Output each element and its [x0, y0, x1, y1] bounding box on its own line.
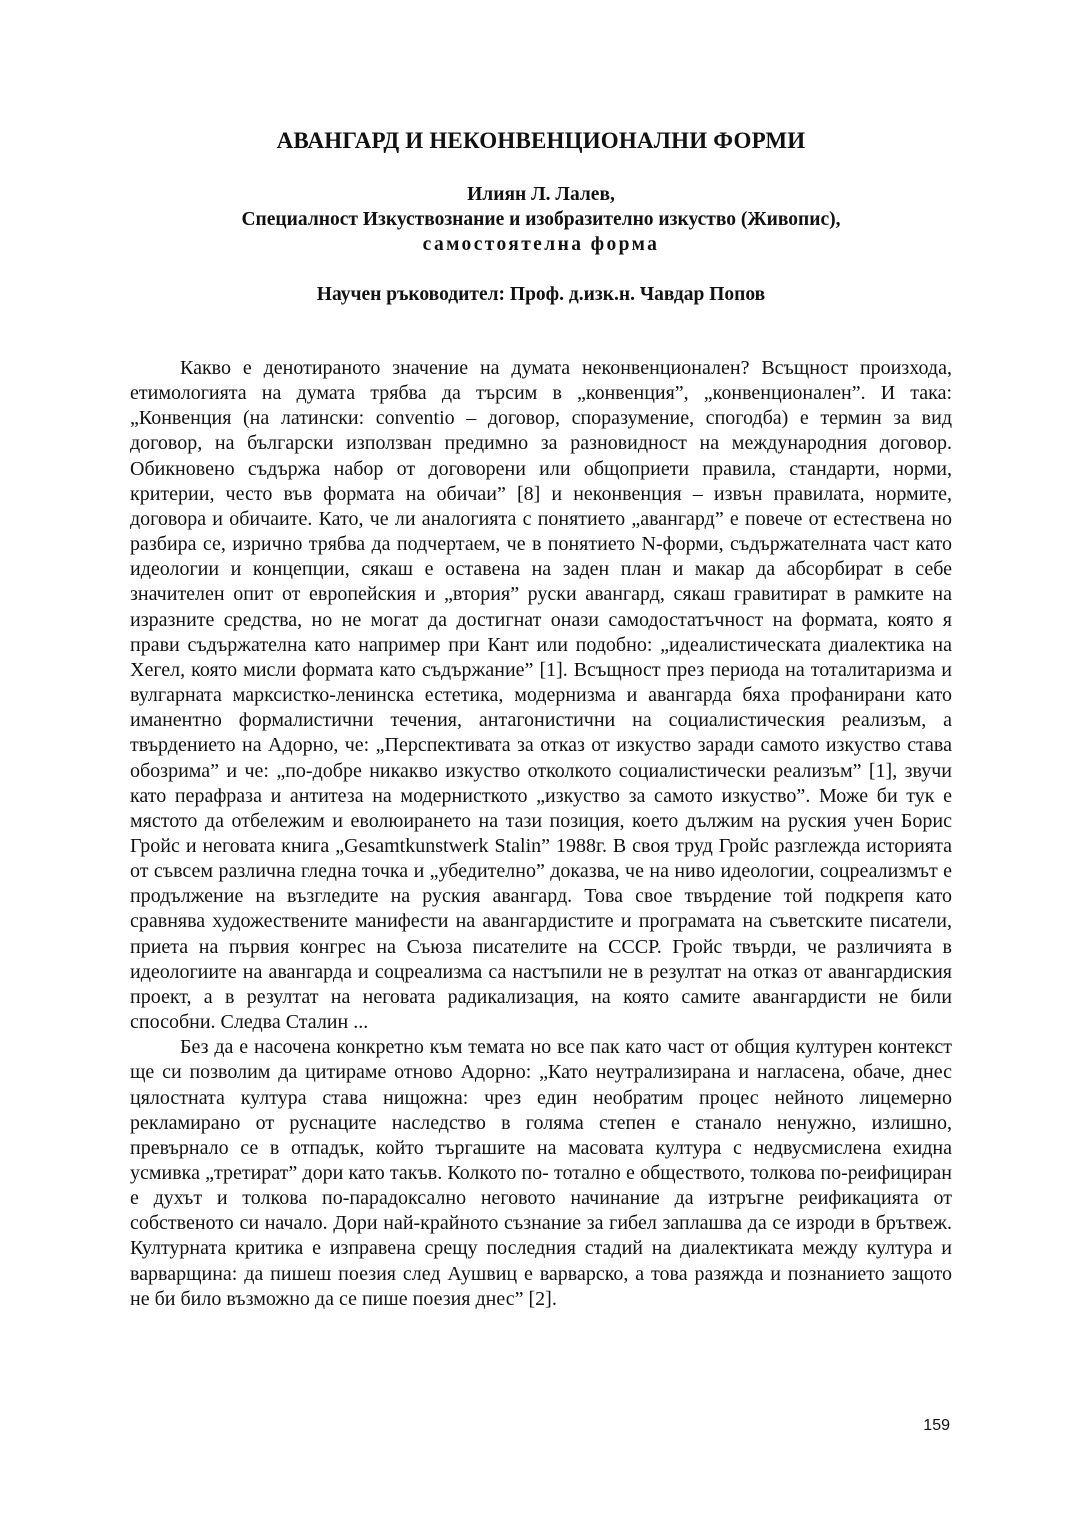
author-block — [130, 182, 952, 257]
body-text — [130, 356, 952, 1312]
paragraph-2: Без да е насочена конкретно към темата но все пак като част от общия културен контекст ще си позволим да цитираме отново Адорно: „Като неутрализирана и нагласена, обаче, днес цялостната култура става нищожна: чрез един необратим процес нейното лицемерно рекламирано от руснаците наследство в голяма степен е станало ненужно, излишно, превърнало се в отпадък, който търгашите на масовата култура с недвусмислена ехидна усмивка „третират” дори като такъв. Колкото по- тотално е обществото, толкова по-реифициран е духът и толкова по-парадоксално неговото начинание да изтръгне реификацията от собственото си начало. Дори най-крайното съзнание за гибел заплашва да се изроди в брътвеж. Културната критика е изправена срещу последния стадий на диалектиката между култура и варварщина: да пишеш поезия след Аушвиц е варварско, а това разяжда и познанието защото не би било възможно да се пише поезия днес” [2]. — [130, 1036, 952, 1310]
supervisor-line: Научен ръководител: Проф. д.изк.н. Чавдар Попов — [316, 284, 766, 305]
author-study-form: самостоятелна форма — [422, 234, 660, 255]
author-name: Илиян Л. Лалев, — [467, 184, 615, 205]
page-number: 159 — [923, 1417, 950, 1434]
page-title: АВАНГАРД И НЕКОНВЕНЦИОНАЛНИ ФОРМИ — [276, 128, 806, 153]
paragraph-1: Какво е денотираното значение на думата неконвенционален? Всъщност произхода, етимологията на думата трябва да търсим в „конвенция”, „конвенционален”. И така: „Конвенция (на латински: conventio – договор, споразумение, спогодба) е термин за вид договор, на български използван предимно за разновидност на международния договор. Обикновено съдържа набор от договорени или общоприети правила, стандарти, норми, критерии, често във формата на обичаи” [8] и неконвенция – извън правилата, нормите, договора и обичаите. Като, че ли аналогията с понятието „авангард” е повече от естествена но разбира се, изрично трябва да подчертаем, че в понятието N-форми, съдържателната част като идеологии и концепции, сякаш е оставена на заден план и макар да абсорбират в себе значителен опит от европейския и „втория” руски авангард, сякаш гравитират в рамките на изразните средства, но не могат да достигнат онази самодостатъчност на формата, която я прави съдържателна като например при Кант или подобно: „идеалистическата диалектика на Хегел, която мисли формата като съдържание” [1]. Всъщност през периода на тоталитаризма и вулгарната марксистко-ленинска естетика, модернизма и авангарда бяха профанирани като иманентно формалистични течения, антагонистични на социалистическия реализъм, а твърдението на Адорно, че: „Перспективата за отказ от изкуство заради самото изкуство става обозрима” и че: „по-добре никакво изкуство отколкото социалистически реализъм” [1], звучи като перафраза и антитеза на модерниcткото „изкуство за самото изкуство”. Може би тук е мястото да отбележим и еволюирането на тази позиция, което дължим на руския учен Борис Гройс и неговата книга „Gesamtkunstwerk Stalin” 1988г. В своя труд Гройс разглежда историята от съвсем различна гледна точка и „убедително” доказва, че на ниво идеологии, соцреализмът е продължение на възгледите на руския авангард. Това свое твърдение той подкрепя като сравнява художествените манифести на авангардистите и програмата на съветските писатели, приета на първия конгрес на Съюза писателите на СССР. Гройс твърди, че различията в идеологиите на авангарда и соцреализма са настъпили не в резултат на отказ от авангардиския проект, а в резултат на неговата радикализация, на която самите авангардисти не били способни. Следва Сталин ... — [130, 357, 952, 1034]
author-specialty: Специалност Изкуствознание и изобразително изкуство (Живопис), — [241, 209, 841, 230]
